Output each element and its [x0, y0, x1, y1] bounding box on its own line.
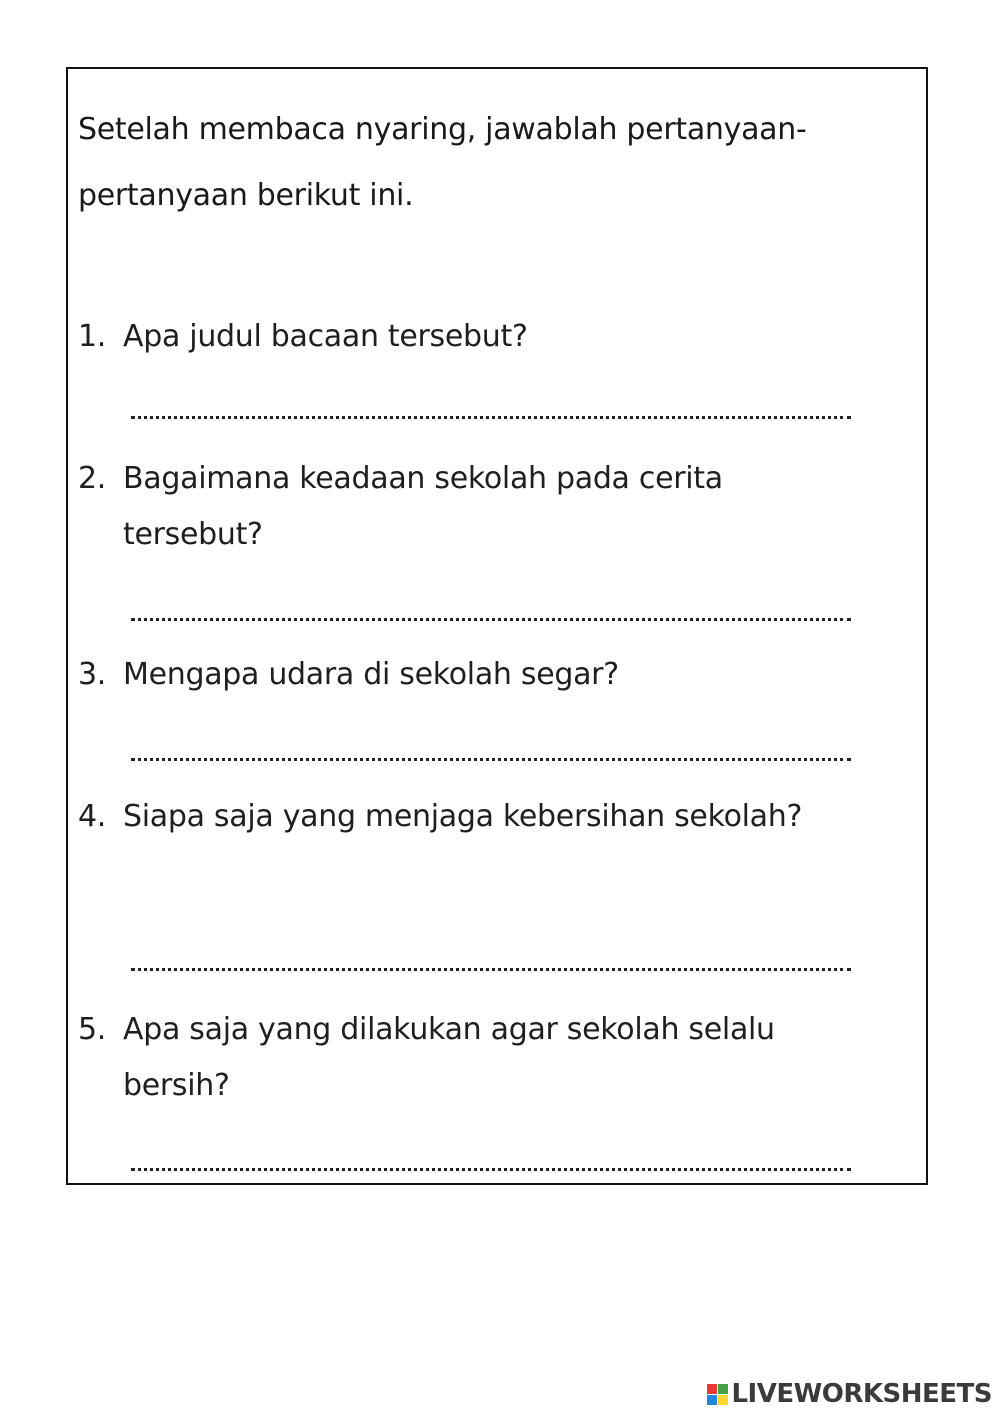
instruction-text — [78, 97, 858, 229]
question-4 — [78, 789, 898, 845]
question-line: Apa judul bacaan tersebut? — [123, 319, 528, 354]
instruction-line: pertanyaan berikut ini. — [78, 178, 414, 213]
logo-square — [707, 1395, 717, 1405]
question-line: Bagaimana keadaan sekolah pada cerita — [123, 461, 723, 496]
brand-name: LIVEWORKSHEETS — [731, 1379, 992, 1409]
instruction-line: Setelah membaca nyaring, jawablah pertanyaan- — [78, 112, 807, 147]
question-3 — [78, 647, 898, 703]
question-text — [123, 1002, 898, 1114]
answer-field-4[interactable] — [131, 941, 851, 971]
question-text — [123, 451, 898, 563]
question-line: bersih? — [123, 1068, 230, 1103]
question-1 — [78, 309, 898, 365]
question-number: 1. — [78, 319, 107, 354]
question-text — [123, 309, 898, 365]
question-5 — [78, 1002, 898, 1114]
liveworksheets-brand[interactable] — [707, 1377, 992, 1411]
question-number: 2. — [78, 461, 107, 496]
question-number: 4. — [78, 799, 107, 834]
liveworksheets-logo-icon — [707, 1384, 728, 1405]
question-number: 3. — [78, 657, 107, 692]
logo-square — [707, 1384, 717, 1394]
question-number: 5. — [78, 1012, 107, 1047]
logo-square — [718, 1384, 728, 1394]
question-line: Siapa saja yang menjaga kebersihan sekolah? — [123, 799, 803, 834]
answer-field-2[interactable] — [131, 591, 851, 621]
logo-square — [718, 1395, 728, 1405]
question-line: tersebut? — [123, 517, 263, 552]
worksheet-box — [66, 67, 928, 1185]
answer-field-5[interactable] — [131, 1141, 851, 1171]
question-text — [123, 789, 898, 845]
question-line: Apa saja yang dilakukan agar sekolah selalu — [123, 1012, 775, 1047]
answer-field-3[interactable] — [131, 731, 851, 761]
question-text — [123, 647, 898, 703]
question-2 — [78, 451, 898, 563]
answer-field-1[interactable] — [131, 389, 851, 419]
question-line: Mengapa udara di sekolah segar? — [123, 657, 619, 692]
